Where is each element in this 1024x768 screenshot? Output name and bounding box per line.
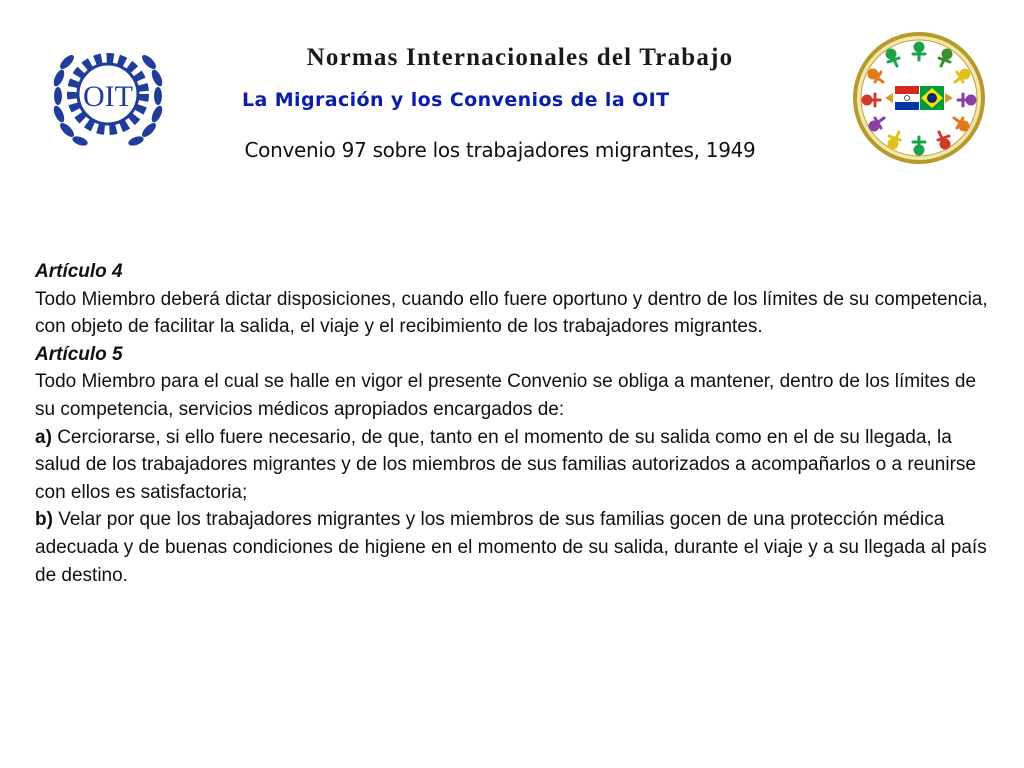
migration-circle-logo (851, 30, 987, 166)
migration-circle-icon (851, 30, 987, 166)
brazil-flag-icon (920, 86, 944, 110)
oit-logo (44, 40, 172, 152)
convention-title: Convenio 97 sobre los trabajadores migrantes, 1949 (244, 138, 756, 162)
item-a-label: a) (35, 426, 52, 448)
article-body (35, 258, 1000, 589)
article-5-heading: Artículo 5 (35, 343, 123, 365)
article-4-text: Todo Miembro deberá dictar disposiciones, cuando ello fuere oportuno y dentro de los límites de su competencia, con objeto de facilitar la salida, el viaje y el recibimiento de los trabajadores migrantes. (35, 288, 988, 338)
page-title: Normas Internacionales del Trabajo (306, 44, 734, 71)
article-5-item-a (35, 424, 1000, 507)
article-5-text: Todo Miembro para el cual se halle en vigor el presente Convenio se obliga a mantener, dentro de los límites de su competencia, servicios médicos apropiados encargados de: (35, 371, 977, 420)
item-b-label: b) (35, 509, 53, 531)
article-5-item-b (35, 506, 1000, 589)
page-subtitle: La Migración y los Convenios de la OIT (242, 89, 670, 111)
article-4-heading: Artículo 4 (35, 261, 123, 282)
oit-logo-text: OIT (83, 80, 133, 113)
item-a-text: Cerciorarse, si ello fuere necesario, de que, tanto en el momento de su salida como en el de su llegada, la salud de los trabajadores migrantes y de los miembros de sus familias autorizados a acompañarlos o a reunirse con ellos es satisfactoria; (35, 426, 976, 503)
paraguay-flag-icon (895, 86, 919, 110)
oit-emblem-icon (44, 40, 172, 152)
item-b-text: Velar por que los trabajadores migrantes y los miembros de sus familias gocen de una protección médica adecuada y de buenas condiciones de higiene en el momento de su salida, durante el viaje y a su llegada al país de destino. (35, 509, 987, 586)
